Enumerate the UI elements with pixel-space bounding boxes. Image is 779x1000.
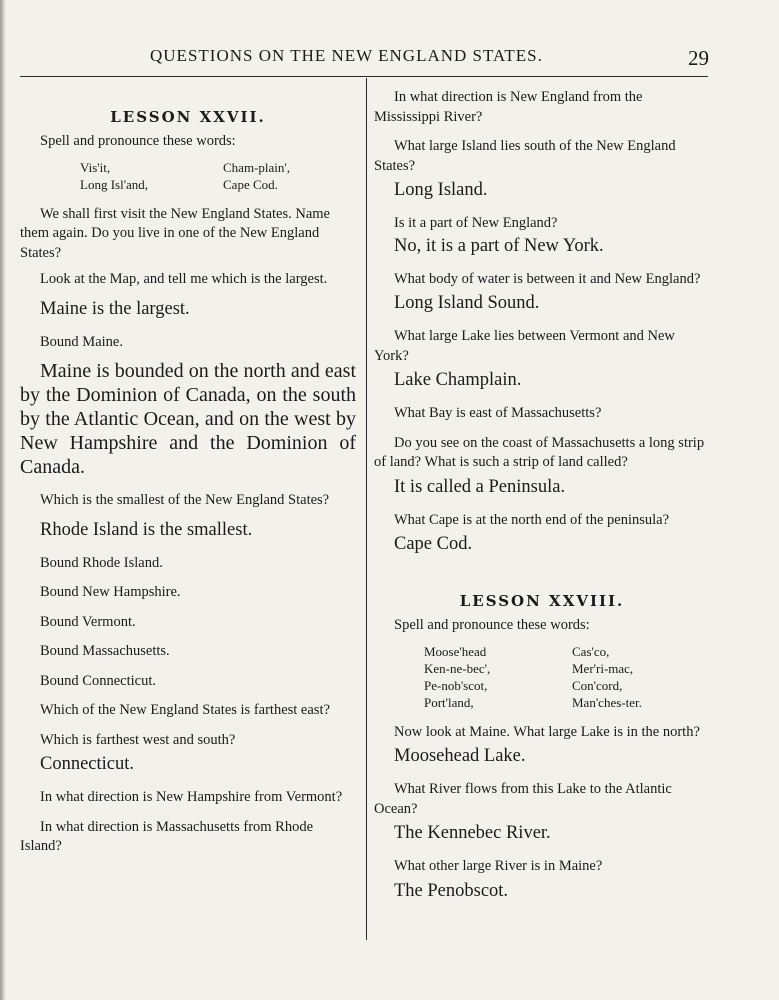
question: Bound New Hampshire.	[40, 584, 181, 600]
question: In what direction is New Hampshire from Vermont?	[40, 789, 343, 805]
question: Bound Massachusetts.	[40, 643, 170, 659]
lesson-title: LESSON XXVII.	[110, 108, 266, 126]
question: What large Island lies south of the New England States?	[374, 138, 676, 174]
question: Now look at Maine. What large Lake is in the north?	[394, 723, 700, 740]
spell-prompt: Spell and pronounce these words:	[394, 617, 590, 633]
spelling-word: Pe-nob'scot,	[424, 677, 488, 693]
question: Do you see on the coast of Massachusetts a long strip of land? What is such a strip of land called?	[374, 434, 705, 470]
question: What Bay is east of Massachusetts?	[394, 405, 602, 421]
spelling-word: Cham-plain',	[223, 159, 290, 175]
question: What other large River is in Maine?	[394, 858, 603, 874]
spelling-word: Cape Cod.	[223, 176, 278, 192]
spelling-word: Man'ches-ter.	[572, 694, 642, 710]
spelling-word: Con'cord,	[572, 677, 623, 693]
column-divider	[366, 78, 367, 940]
question: Bound Connecticut.	[40, 672, 156, 689]
answer: Moosehead Lake.	[394, 746, 526, 766]
question: Bound Maine.	[40, 333, 123, 350]
question: We shall first visit the New England States. Name them again. Do you live in one of the New England States?	[20, 205, 330, 261]
answer: Long Island.	[394, 180, 488, 200]
header-rule	[20, 76, 708, 77]
answer: Connecticut.	[40, 754, 135, 774]
spelling-word: Mer'ri-mac,	[572, 660, 634, 676]
spelling-word: Ken-ne-bec',	[424, 660, 491, 676]
answer: The Kennebec River.	[394, 823, 551, 843]
answer: The Penobscot.	[394, 880, 509, 901]
question: Which is the smallest of the New England States?	[40, 492, 330, 508]
question: In what direction is Massachusetts from Rhode Island?	[20, 818, 314, 854]
spelling-word: Port'land,	[424, 694, 474, 710]
question: Look at the Map, and tell me which is the largest.	[40, 271, 328, 287]
left-column	[20, 86, 356, 864]
question: In what direction is New England from the Mississippi River?	[374, 89, 643, 125]
spell-prompt: Spell and pronounce these words:	[40, 133, 236, 149]
running-header: QUESTIONS ON THE NEW ENGLAND STATES.	[150, 46, 543, 65]
question: Is it a part of New England?	[394, 215, 558, 231]
answer: Maine is the largest.	[40, 298, 190, 319]
answer: It is called a Peninsula.	[394, 476, 566, 497]
spelling-words	[374, 643, 710, 711]
lesson-title: LESSON XXVIII.	[459, 592, 625, 610]
question: What River flows from this Lake to the Atlantic Ocean?	[374, 781, 672, 817]
answer: Rhode Island is the smallest.	[40, 519, 253, 540]
spelling-word: Vis'it,	[80, 159, 111, 175]
question: Bound Vermont.	[40, 613, 136, 630]
page-spine-shadow	[0, 0, 6, 1000]
answer: Long Island Sound.	[394, 293, 540, 313]
question: What body of water is between it and New England?	[394, 270, 701, 287]
question: Bound Rhode Island.	[40, 554, 163, 571]
spelling-word: Moose'head	[424, 643, 487, 659]
spelling-word: Cas'co,	[572, 643, 610, 659]
page-number: 29	[688, 46, 709, 70]
answer: No, it is a part of New York.	[394, 235, 604, 256]
question: Which of the New England States is farthest east?	[40, 702, 330, 718]
question: Which is farthest west and south?	[40, 731, 236, 748]
answer: Lake Champlain.	[394, 370, 522, 390]
answer: Cape Cod.	[394, 534, 473, 554]
right-column	[374, 88, 710, 915]
question: What large Lake lies between Vermont and New York?	[374, 328, 675, 364]
answer: Maine is bounded on the north and east by the Dominion of Canada, on the south by the Atlantic Ocean, and on the west by New Hampshire and the Dominion of Canada.	[20, 360, 356, 478]
question: What Cape is at the north end of the peninsula?	[394, 511, 670, 528]
spelling-word: Long Isl'and,	[80, 176, 149, 192]
spelling-words	[20, 159, 356, 193]
